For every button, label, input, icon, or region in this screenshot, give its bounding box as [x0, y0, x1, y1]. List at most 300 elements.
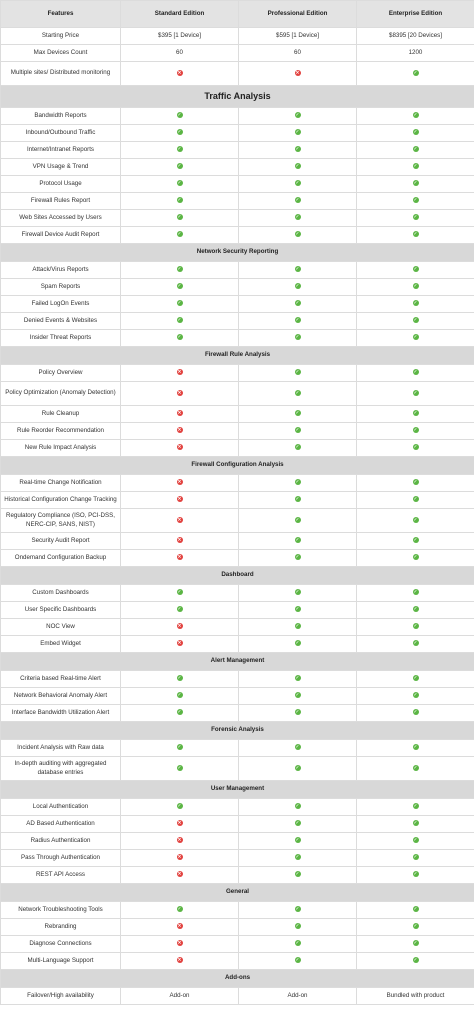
check-icon: ✓: [413, 764, 418, 771]
comparison-body: [1, 28, 474, 1005]
feature-row: [1, 176, 474, 193]
check-icon: ✓: [295, 427, 300, 434]
enterprise-value-cell: [357, 365, 474, 382]
professional-value-cell: [239, 382, 357, 406]
feature-label: Failed LogOn Events: [1, 296, 121, 313]
feature-label: Multi-Language Support: [1, 953, 121, 970]
check-icon: ✓: [295, 214, 300, 221]
enterprise-value-cell: [357, 475, 474, 492]
feature-label: Inbound/Outbound Traffic: [1, 125, 121, 142]
check-icon: ✓: [413, 554, 418, 561]
section-title: Add-ons: [1, 970, 474, 988]
professional-value-cell: [239, 509, 357, 533]
check-icon: ✓: [177, 300, 182, 307]
feature-row: [1, 193, 474, 210]
section-title: Forensic Analysis: [1, 722, 474, 740]
enterprise-value-cell: [357, 619, 474, 636]
standard-value-cell: [121, 533, 239, 550]
feature-label: Protocol Usage: [1, 176, 121, 193]
check-icon: ✓: [177, 163, 182, 170]
professional-value-cell: 60: [239, 45, 357, 62]
professional-value-cell: [239, 671, 357, 688]
standard-value-cell: [121, 850, 239, 867]
standard-value-cell: [121, 867, 239, 884]
feature-label: REST API Access: [1, 867, 121, 884]
section-title: General: [1, 884, 474, 902]
professional-value-cell: [239, 688, 357, 705]
check-icon: ✓: [295, 266, 300, 273]
standard-value-cell: [121, 330, 239, 347]
section-header-row: [1, 347, 474, 365]
check-icon: ✓: [413, 112, 418, 119]
enterprise-value-cell: [357, 533, 474, 550]
feature-row: [1, 688, 474, 705]
check-icon: ✓: [295, 516, 300, 523]
feature-label: Bandwidth Reports: [1, 108, 121, 125]
professional-value-cell: [239, 365, 357, 382]
professional-value-cell: [239, 159, 357, 176]
check-icon: ✓: [295, 537, 300, 544]
standard-value-cell: [121, 816, 239, 833]
check-icon: ✓: [295, 854, 300, 861]
section-header-row: [1, 86, 474, 108]
check-icon: ✓: [177, 709, 182, 716]
professional-value-cell: [239, 142, 357, 159]
check-icon: ✓: [413, 214, 418, 221]
feature-row: [1, 550, 474, 567]
feature-label: Attack/Virus Reports: [1, 262, 121, 279]
check-icon: ✓: [295, 129, 300, 136]
standard-value-cell: [121, 833, 239, 850]
feature-label: Ondemand Configuration Backup: [1, 550, 121, 567]
enterprise-value-cell: [357, 936, 474, 953]
standard-value-cell: [121, 296, 239, 313]
cross-icon: ×: [177, 940, 182, 947]
check-icon: ✓: [177, 283, 182, 290]
enterprise-value-cell: [357, 919, 474, 936]
standard-value-cell: [121, 193, 239, 210]
feature-label: Firewall Rules Report: [1, 193, 121, 210]
professional-value-cell: [239, 125, 357, 142]
cross-icon: ×: [177, 837, 182, 844]
professional-value-cell: [239, 330, 357, 347]
feature-row: [1, 533, 474, 550]
feature-label: Incident Analysis with Raw data: [1, 740, 121, 757]
feature-label: Pass Through Authentication: [1, 850, 121, 867]
check-icon: ✓: [295, 906, 300, 913]
check-icon: ✓: [295, 197, 300, 204]
professional-value-cell: $595 [1 Device]: [239, 28, 357, 45]
feature-row: [1, 585, 474, 602]
feature-row: [1, 45, 474, 62]
enterprise-value-cell: [357, 62, 474, 86]
cross-icon: ×: [177, 427, 182, 434]
professional-value-cell: [239, 533, 357, 550]
section-header-row: [1, 970, 474, 988]
standard-value-cell: [121, 108, 239, 125]
feature-label: Network Troubleshooting Tools: [1, 902, 121, 919]
standard-value-cell: [121, 740, 239, 757]
enterprise-value-cell: [357, 585, 474, 602]
feature-label: AD Based Authentication: [1, 816, 121, 833]
feature-row: [1, 210, 474, 227]
standard-value-cell: [121, 423, 239, 440]
feature-row: [1, 833, 474, 850]
cross-icon: ×: [177, 516, 182, 523]
enterprise-value-cell: [357, 176, 474, 193]
check-icon: ✓: [413, 129, 418, 136]
feature-label: Internet/Intranet Reports: [1, 142, 121, 159]
section-title: Firewall Configuration Analysis: [1, 457, 474, 475]
standard-value-cell: [121, 550, 239, 567]
standard-value-cell: $395 [1 Device]: [121, 28, 239, 45]
check-icon: ✓: [177, 146, 182, 153]
check-icon: ✓: [295, 623, 300, 630]
feature-row: [1, 816, 474, 833]
professional-value-cell: [239, 919, 357, 936]
feature-label: Policy Optimization (Anomaly Detection): [1, 382, 121, 406]
check-icon: ✓: [413, 146, 418, 153]
cross-icon: ×: [177, 871, 182, 878]
check-icon: ✓: [413, 427, 418, 434]
check-icon: ✓: [295, 283, 300, 290]
check-icon: ✓: [413, 623, 418, 630]
enterprise-value-cell: [357, 313, 474, 330]
enterprise-value-cell: [357, 125, 474, 142]
check-icon: ✓: [177, 214, 182, 221]
professional-value-cell: [239, 602, 357, 619]
cross-icon: ×: [177, 410, 182, 417]
enterprise-value-cell: [357, 757, 474, 781]
section-header-row: [1, 244, 474, 262]
check-icon: ✓: [413, 675, 418, 682]
feature-row: [1, 159, 474, 176]
feature-label: Historical Configuration Change Tracking: [1, 492, 121, 509]
feature-row: [1, 636, 474, 653]
check-icon: ✓: [295, 112, 300, 119]
cross-icon: ×: [177, 444, 182, 451]
check-icon: ✓: [413, 589, 418, 596]
check-icon: ✓: [177, 589, 182, 596]
feature-row: [1, 423, 474, 440]
feature-row: [1, 919, 474, 936]
check-icon: ✓: [413, 854, 418, 861]
enterprise-value-cell: [357, 142, 474, 159]
check-icon: ✓: [413, 334, 418, 341]
professional-value-cell: [239, 850, 357, 867]
professional-value-cell: [239, 279, 357, 296]
section-header-row: [1, 781, 474, 799]
enterprise-value-cell: [357, 602, 474, 619]
check-icon: ✓: [413, 803, 418, 810]
check-icon: ✓: [295, 369, 300, 376]
check-icon: ✓: [295, 764, 300, 771]
enterprise-value-cell: [357, 850, 474, 867]
feature-label: VPN Usage & Trend: [1, 159, 121, 176]
standard-value-cell: [121, 313, 239, 330]
section-title: Alert Management: [1, 653, 474, 671]
check-icon: ✓: [295, 820, 300, 827]
cross-icon: ×: [177, 69, 182, 76]
check-icon: ✓: [413, 537, 418, 544]
professional-value-cell: [239, 227, 357, 244]
professional-value-cell: [239, 953, 357, 970]
feature-row: [1, 440, 474, 457]
check-icon: ✓: [295, 479, 300, 486]
standard-value-cell: [121, 125, 239, 142]
enterprise-value-cell: [357, 406, 474, 423]
check-icon: ✓: [177, 197, 182, 204]
check-icon: ✓: [295, 180, 300, 187]
check-icon: ✓: [177, 692, 182, 699]
feature-label: Policy Overview: [1, 365, 121, 382]
check-icon: ✓: [413, 837, 418, 844]
check-icon: ✓: [177, 180, 182, 187]
enterprise-value-cell: [357, 440, 474, 457]
enterprise-value-cell: [357, 799, 474, 816]
feature-row: [1, 330, 474, 347]
check-icon: ✓: [413, 940, 418, 947]
feature-row: [1, 62, 474, 86]
standard-value-cell: [121, 62, 239, 86]
standard-value-cell: [121, 227, 239, 244]
feature-label: Criteria based Real-time Alert: [1, 671, 121, 688]
professional-value-cell: [239, 867, 357, 884]
section-header-row: [1, 722, 474, 740]
standard-value-cell: [121, 757, 239, 781]
feature-row: [1, 902, 474, 919]
check-icon: ✓: [295, 871, 300, 878]
cross-icon: ×: [177, 537, 182, 544]
standard-value-cell: [121, 159, 239, 176]
section-title: User Management: [1, 781, 474, 799]
standard-value-cell: [121, 602, 239, 619]
cross-icon: ×: [295, 69, 300, 76]
standard-value-cell: [121, 585, 239, 602]
enterprise-value-cell: [357, 740, 474, 757]
check-icon: ✓: [413, 479, 418, 486]
professional-value-cell: [239, 636, 357, 653]
feature-label: Regulatory Compliance (ISO, PCI-DSS, NERC-CIP, SANS, NIST): [1, 509, 121, 533]
feature-label: Failover/High availability: [1, 988, 121, 1005]
standard-value-cell: [121, 902, 239, 919]
professional-value-cell: [239, 210, 357, 227]
standard-value-cell: [121, 936, 239, 953]
standard-edition-header: Standard Edition: [121, 1, 239, 28]
check-icon: ✓: [177, 764, 182, 771]
feature-row: [1, 28, 474, 45]
feature-row: [1, 142, 474, 159]
check-icon: ✓: [413, 389, 418, 396]
feature-label: Interface Bandwidth Utilization Alert: [1, 705, 121, 722]
feature-label: Spam Reports: [1, 279, 121, 296]
feature-label: Real-time Change Notification: [1, 475, 121, 492]
feature-row: [1, 475, 474, 492]
professional-value-cell: [239, 799, 357, 816]
check-icon: ✓: [295, 640, 300, 647]
check-icon: ✓: [413, 163, 418, 170]
feature-row: [1, 125, 474, 142]
section-title: Firewall Rule Analysis: [1, 347, 474, 365]
cross-icon: ×: [177, 479, 182, 486]
section-header-row: [1, 567, 474, 585]
standard-value-cell: [121, 475, 239, 492]
check-icon: ✓: [413, 923, 418, 930]
check-icon: ✓: [295, 317, 300, 324]
feature-label: Insider Threat Reports: [1, 330, 121, 347]
check-icon: ✓: [295, 940, 300, 947]
feature-label: New Rule Impact Analysis: [1, 440, 121, 457]
check-icon: ✓: [295, 744, 300, 751]
check-icon: ✓: [413, 496, 418, 503]
professional-value-cell: [239, 936, 357, 953]
enterprise-value-cell: [357, 108, 474, 125]
professional-value-cell: [239, 193, 357, 210]
check-icon: ✓: [413, 410, 418, 417]
standard-value-cell: [121, 382, 239, 406]
feature-row: [1, 313, 474, 330]
feature-label: Firewall Device Audit Report: [1, 227, 121, 244]
enterprise-value-cell: [357, 159, 474, 176]
check-icon: ✓: [413, 266, 418, 273]
feature-label: Max Devices Count: [1, 45, 121, 62]
feature-row: [1, 850, 474, 867]
header-row: [1, 1, 474, 28]
feature-label: Security Audit Report: [1, 533, 121, 550]
professional-value-cell: [239, 757, 357, 781]
check-icon: ✓: [177, 317, 182, 324]
standard-value-cell: [121, 262, 239, 279]
section-header-row: [1, 884, 474, 902]
check-icon: ✓: [295, 444, 300, 451]
feature-label: Radius Authentication: [1, 833, 121, 850]
enterprise-value-cell: [357, 833, 474, 850]
cross-icon: ×: [177, 389, 182, 396]
check-icon: ✓: [413, 317, 418, 324]
check-icon: ✓: [295, 957, 300, 964]
section-title: Dashboard: [1, 567, 474, 585]
feature-row: [1, 671, 474, 688]
professional-value-cell: [239, 705, 357, 722]
check-icon: ✓: [295, 675, 300, 682]
professional-value-cell: [239, 619, 357, 636]
standard-value-cell: [121, 799, 239, 816]
professional-edition-header: Professional Edition: [239, 1, 357, 28]
enterprise-value-cell: [357, 816, 474, 833]
check-icon: ✓: [177, 129, 182, 136]
feature-label: NOC View: [1, 619, 121, 636]
enterprise-value-cell: Bundled with product: [357, 988, 474, 1005]
feature-label: Rule Cleanup: [1, 406, 121, 423]
standard-value-cell: [121, 671, 239, 688]
feature-row: [1, 492, 474, 509]
feature-row: [1, 799, 474, 816]
standard-value-cell: [121, 210, 239, 227]
enterprise-value-cell: [357, 492, 474, 509]
check-icon: ✓: [413, 606, 418, 613]
professional-value-cell: [239, 492, 357, 509]
feature-row: [1, 705, 474, 722]
feature-row: [1, 406, 474, 423]
feature-row: [1, 296, 474, 313]
feature-label: Diagnose Connections: [1, 936, 121, 953]
check-icon: ✓: [177, 606, 182, 613]
check-icon: ✓: [295, 589, 300, 596]
check-icon: ✓: [295, 837, 300, 844]
enterprise-value-cell: [357, 382, 474, 406]
cross-icon: ×: [177, 369, 182, 376]
enterprise-value-cell: [357, 636, 474, 653]
enterprise-value-cell: [357, 423, 474, 440]
enterprise-value-cell: [357, 210, 474, 227]
cross-icon: ×: [177, 820, 182, 827]
enterprise-value-cell: [357, 193, 474, 210]
check-icon: ✓: [295, 231, 300, 238]
feature-label: Rebranding: [1, 919, 121, 936]
check-icon: ✓: [413, 957, 418, 964]
enterprise-value-cell: [357, 509, 474, 533]
feature-row: [1, 602, 474, 619]
check-icon: ✓: [295, 709, 300, 716]
feature-row: [1, 988, 474, 1005]
check-icon: ✓: [295, 496, 300, 503]
feature-row: [1, 740, 474, 757]
standard-value-cell: [121, 406, 239, 423]
professional-value-cell: [239, 406, 357, 423]
check-icon: ✓: [413, 516, 418, 523]
feature-row: [1, 867, 474, 884]
feature-row: [1, 953, 474, 970]
feature-row: [1, 262, 474, 279]
cross-icon: ×: [177, 640, 182, 647]
enterprise-value-cell: [357, 953, 474, 970]
feature-label: Rule Reorder Recommendation: [1, 423, 121, 440]
enterprise-value-cell: [357, 262, 474, 279]
cross-icon: ×: [177, 957, 182, 964]
professional-value-cell: [239, 816, 357, 833]
enterprise-value-cell: [357, 867, 474, 884]
section-title: Network Security Reporting: [1, 244, 474, 262]
check-icon: ✓: [295, 606, 300, 613]
check-icon: ✓: [413, 444, 418, 451]
standard-value-cell: 60: [121, 45, 239, 62]
professional-value-cell: [239, 176, 357, 193]
check-icon: ✓: [295, 692, 300, 699]
feature-row: [1, 365, 474, 382]
standard-value-cell: Add-on: [121, 988, 239, 1005]
features-header: Features: [1, 1, 121, 28]
standard-value-cell: [121, 440, 239, 457]
feature-label: Denied Events & Websites: [1, 313, 121, 330]
standard-value-cell: [121, 176, 239, 193]
professional-value-cell: [239, 475, 357, 492]
enterprise-value-cell: [357, 671, 474, 688]
feature-row: [1, 509, 474, 533]
professional-value-cell: [239, 62, 357, 86]
cross-icon: ×: [177, 923, 182, 930]
feature-row: [1, 619, 474, 636]
enterprise-value-cell: 1200: [357, 45, 474, 62]
enterprise-value-cell: [357, 279, 474, 296]
check-icon: ✓: [413, 692, 418, 699]
cross-icon: ×: [177, 854, 182, 861]
standard-value-cell: [121, 492, 239, 509]
standard-value-cell: [121, 365, 239, 382]
feature-label: Local Authentication: [1, 799, 121, 816]
enterprise-value-cell: [357, 330, 474, 347]
standard-value-cell: [121, 688, 239, 705]
professional-value-cell: [239, 262, 357, 279]
